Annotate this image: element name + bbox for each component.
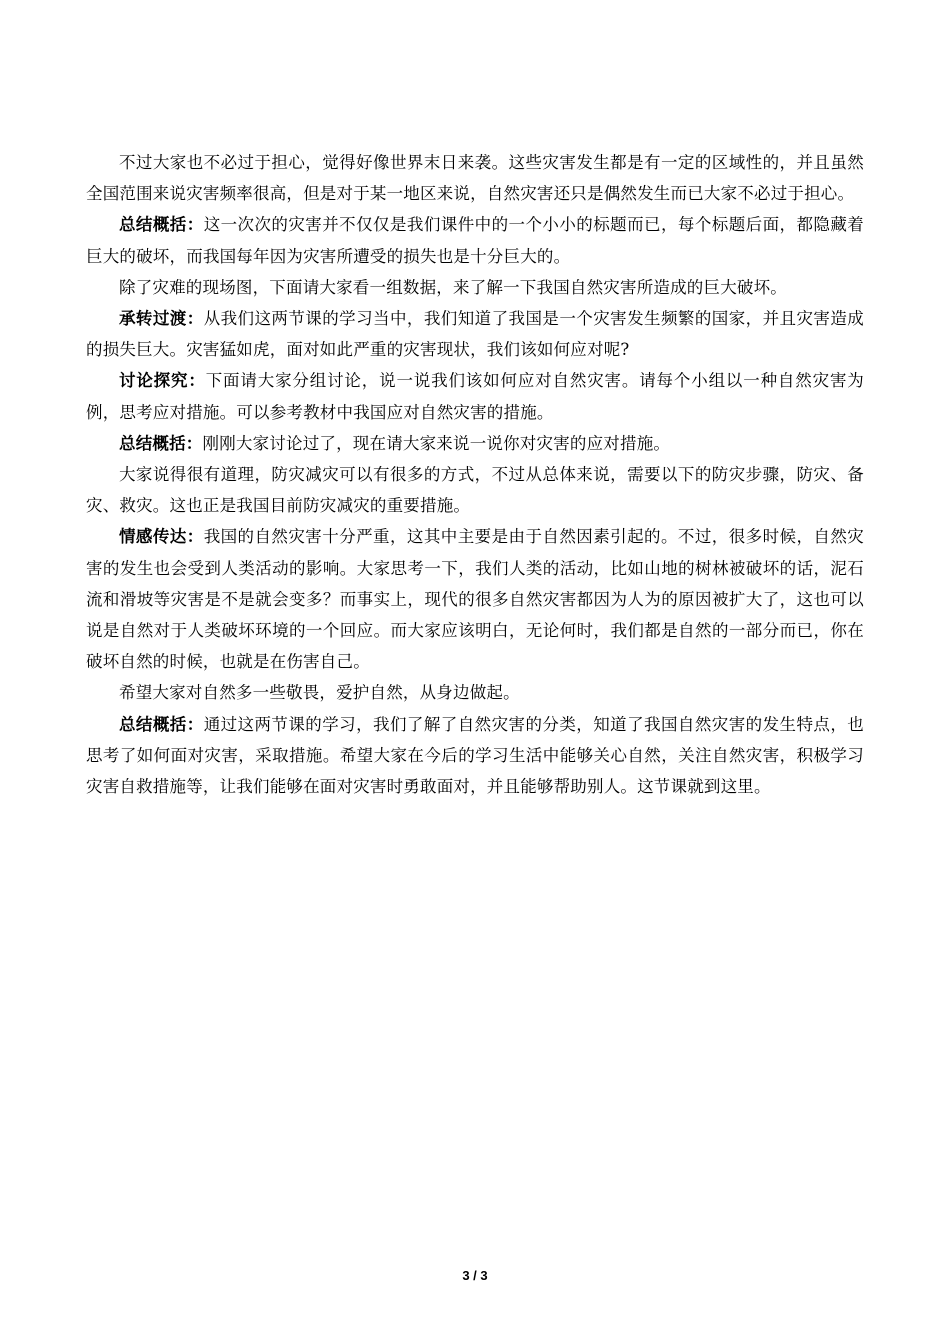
page-body: [86, 147, 864, 802]
paragraph-text: 通过这两节课的学习，我们了解了自然灾害的分类，知道了我国自然灾害的发生特点，也思考了如何面对灾害，采取措施。希望大家在今后的学习生活中能够关心自然，关注自然灾害，积极学习灾害自救措施等，让我们能够在面对灾害时勇敢面对，并且能够帮助别人。这节课就到这里。: [86, 714, 864, 797]
paragraph-10: [86, 709, 864, 803]
paragraph-4: [86, 303, 864, 365]
paragraph-text: 这一次次的灾害并不仅仅是我们课件中的一个小小的标题而已，每个标题后面，都隐藏着巨大的破坏，而我国每年因为灾害所遭受的损失也是十分巨大的。: [86, 215, 864, 266]
paragraph-lead: 承转过渡：: [119, 309, 204, 329]
paragraph-text: 我国的自然灾害十分严重，这其中主要是由于自然因素引起的。不过，很多时候，自然灾害的发生也会受到人类活动的影响。大家思考一下，我们人类的活动，比如山地的树林被破坏的话，泥石流和滑坡等灾害是不是就会变多？而事实上，现代的很多自然灾害都因为人为的原因被扩大了，这也可以说是自然对于人类破坏环境的一个回应。而大家应该明白，无论何时，我们都是自然的一部分而已，你在破坏自然的时候，也就是在伤害自己。: [86, 527, 864, 672]
paragraph-lead: 情感传达：: [119, 527, 204, 547]
paragraph-5: [86, 365, 864, 427]
paragraph-text: 刚刚大家讨论过了，现在请大家来说一说你对灾害的应对措施。: [202, 433, 671, 453]
paragraph-1: [86, 147, 864, 209]
paragraph-lead: 总结概括：: [119, 714, 204, 734]
paragraph-7: [86, 459, 864, 521]
paragraph-text: 从我们这两节课的学习当中，我们知道了我国是一个灾害发生频繁的国家，并且灾害造成的损失巨大。灾害猛如虎，面对如此严重的灾害现状，我们该如何应对呢?: [86, 309, 864, 360]
paragraph-text: 希望大家对自然多一些敬畏，爱护自然，从身边做起。: [119, 683, 520, 703]
page-number: 3 / 3: [462, 1268, 488, 1283]
paragraph-9: [86, 677, 864, 708]
paragraph-text: 下面请大家分组讨论，说一说我们该如何应对自然灾害。请每个小组以一种自然灾害为例，思考应对措施。可以参考教材中我国应对自然灾害的措施。: [86, 371, 864, 422]
paragraph-3: [86, 272, 864, 303]
paragraph-8: [86, 521, 864, 677]
paragraph-2: [86, 209, 864, 271]
paragraph-lead: 讨论探究：: [119, 371, 206, 391]
paragraph-text: 大家说得很有道理，防灾减灾可以有很多的方式，不过从总体来说，需要以下的防灾步骤，防灾、备灾、救灾。这也正是我国目前防灾减灾的重要措施。: [86, 465, 864, 516]
paragraph-text: 除了灾难的现场图，下面请大家看一组数据，来了解一下我国自然灾害所造成的巨大破坏。: [119, 277, 787, 297]
paragraph-text: 不过大家也不必过于担心，觉得好像世界末日来袭。这些灾害发生都是有一定的区域性的，并且虽然全国范围来说灾害频率很高，但是对于某一地区来说，自然灾害还只是偶然发生而已大家不必过于担心。: [86, 153, 864, 204]
paragraph-6: [86, 428, 864, 459]
paragraph-lead: 总结概括：: [119, 433, 203, 453]
paragraph-lead: 总结概括：: [119, 215, 204, 235]
